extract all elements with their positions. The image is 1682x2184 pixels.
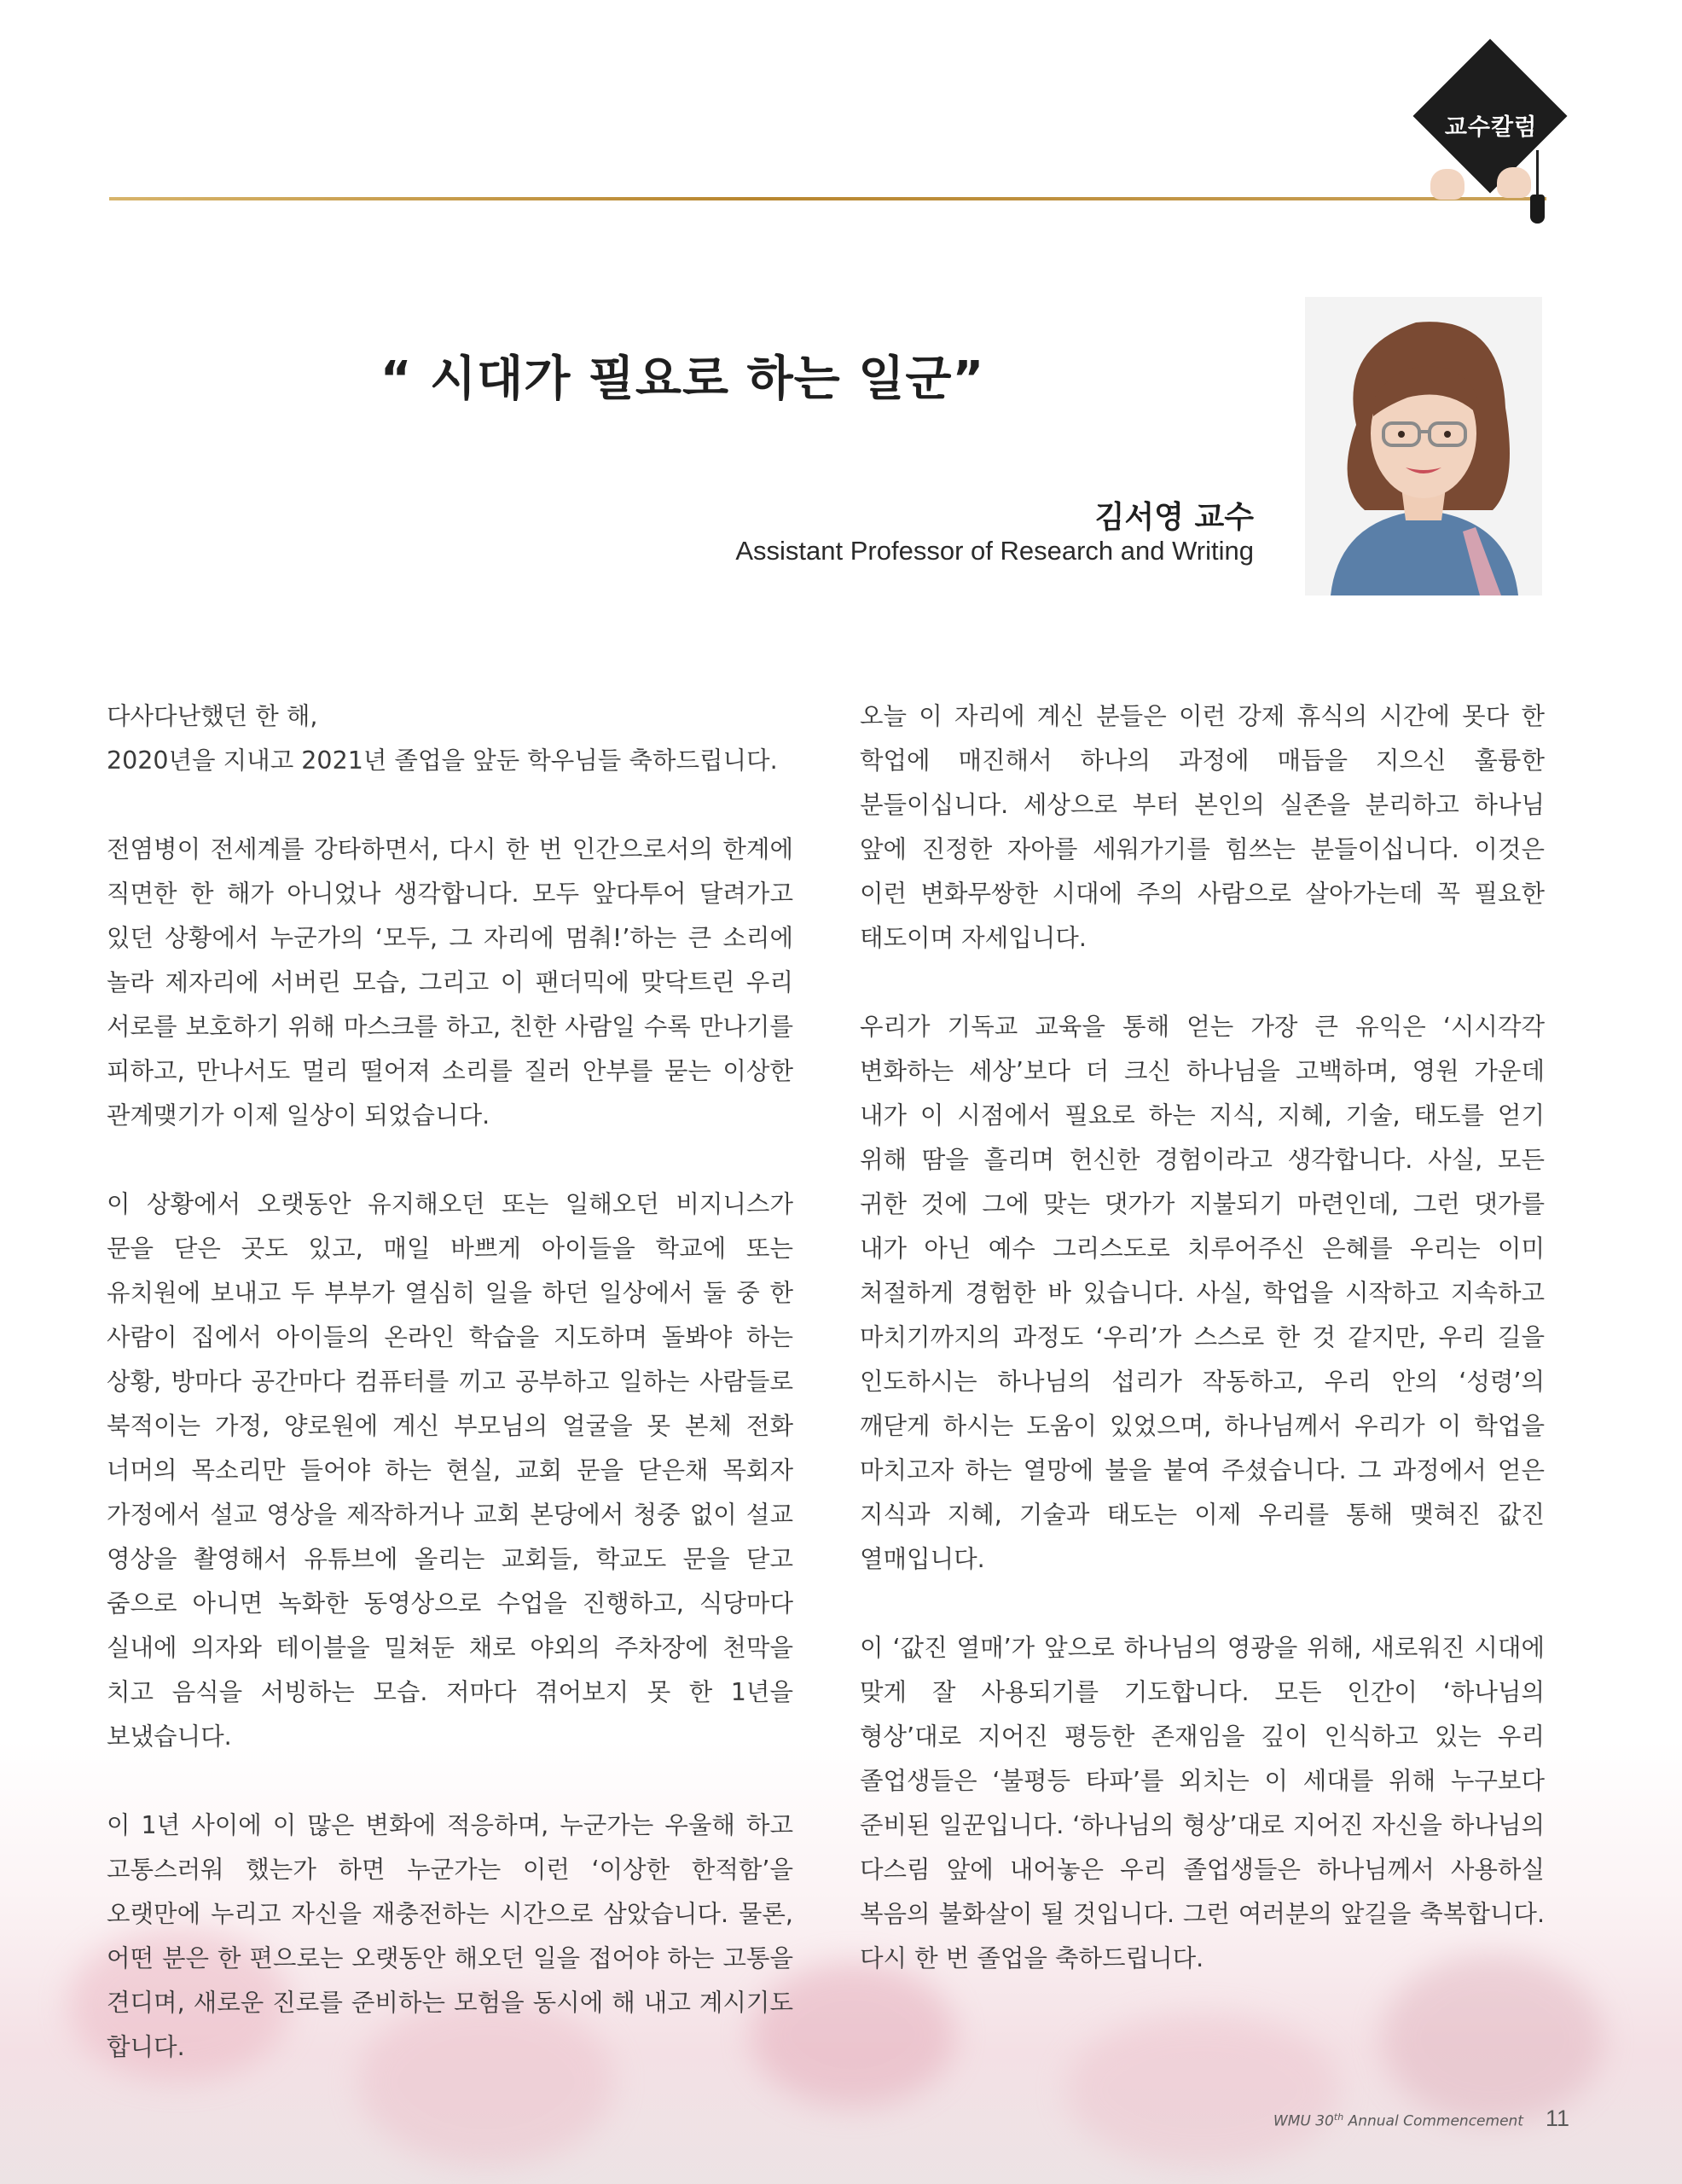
paragraph: 오늘 이 자리에 계신 분들은 이런 강제 휴식의 시간에 못다 한 학업에 매진해서 하나의 과정에 매듭을 지으신 훌륭한 분들이십니다. 세상으로 부터 본인의 실존을 분리하고 하나님 앞에 진정한 자아를 세워가기를 힘쓰는 분들이십니다. 이것은 이런 변화무쌍한 시대에 주의 사람으로 살아가는데 꼭 필요한 태도이며 자세입니다. [860, 702, 1545, 952]
author-name: 김서영 교수 [1094, 500, 1254, 535]
page-number: 11 [1545, 2106, 1569, 2131]
left-hand-icon [1430, 169, 1464, 200]
paragraph: 이 1년 사이에 이 많은 변화에 적응하며, 누군가는 우울해 하고 고통스러워 했는가 하면 누군가는 이런 ‘이상한 한적함’을 오랫만에 누리고 자신을 재충전하는 시간으로 삼았습니다. 물론, 어떤 분은 한 편으로는 오랫동안 해오던 일을 접어야 하는 고통을 견디며, 새로운 진로를 준비하는 모험을 동시에 해 내고 계시기도 합니다. [107, 1811, 793, 2061]
footer-suffix: Annual Commencement [1343, 2113, 1523, 2130]
tassel-icon [1530, 195, 1545, 224]
paragraph: 이 ‘값진 열매’가 앞으로 하나님의 영광을 위해, 새로워진 시대에 맞게 잘 사용되기를 기도합니다. 모든 인간이 ‘하나님의 형상’대로 지어진 평등한 존재임을 깊이 인식하고 있는 우리 졸업생들은 ‘불평등 타파’를 외치는 이 세대를 위해 누구보다 준비된 일꾼입니다. ‘하나님의 형상’대로 지어진 자신을 하나님의 다스림 앞에 내어놓은 우리 졸업생들은 하나님께서 사용하실 복음의 불화살이 될 것입니다. 그런 여러분의 앞길을 축복합니다. 다시 한 번 졸업을 축하드립니다. [860, 1634, 1545, 1972]
paragraph-greeting: 다사다난했던 한 해, 2020년을 지내고 2021년 졸업을 앞둔 학우님들 축하드립니다. [107, 702, 778, 775]
column-badge [1412, 49, 1570, 203]
footer-publication [1273, 2111, 1523, 2130]
paragraph: 이 상황에서 오랫동안 유지해오던 또는 일해오던 비지니스가 문을 닫은 곳도 있고, 매일 바쁘게 아이들을 학교에 또는 유치원에 보내고 두 부부가 열심히 일을 하던 일상에서 둘 중 한 사람이 집에서 아이들의 온라인 학습을 지도하며 돌봐야 하는 상황, 방마다 공간마다 컴퓨터를 끼고 공부하고 일하는 사람들로 북적이는 가정, 양로원에 계신 부모님의 얼굴을 못 본체 전화 너머의 목소리만 들어야 하는 현실, 교회 문을 닫은채 목회자 가정에서 설교 영상을 제작하거나 교회 본당에서 청중 없이 설교 영상을 촬영해서 유튜브에 올리는 교회들, 학교도 문을 닫고 줌으로 아니면 녹화한 동영상으로 수업을 진행하고, 식당마다 실내에 의자와 테이블을 밀쳐둔 채로 야외의 주차장에 천막을 치고 음식을 서빙하는 모습. 저마다 겪어보지 못 한 1년을 보냈습니다. [107, 1190, 793, 1751]
portrait-illustration [1305, 297, 1542, 595]
footer-sup: th [1333, 2111, 1344, 2123]
footer-prefix: WMU 30 [1273, 2113, 1334, 2130]
paragraph: 전염병이 전세계를 강타하면서, 다시 한 번 인간으로서의 한계에 직면한 한 해가 아니었나 생각합니다. 모두 앞다투어 달려가고 있던 상황에서 누군가의 ‘모두, 그 자리에 멈춰!’하는 큰 소리에 놀라 제자리에 서버린 모습, 그리고 이 팬더믹에 맞닥트린 우리 서로를 보호하기 위해 마스크를 하고, 친한 사람일 수록 만나기를 피하고, 만나서도 멀리 떨어져 소리를 질러 안부를 묻는 이상한 관계맺기가 이제 일상이 되었습니다. [107, 835, 793, 1130]
article-title: “ 시대가 필요로 하는 일군” [380, 351, 985, 407]
author-role: Assistant Professor of Research and Writing [735, 536, 1254, 566]
page-footer [1237, 2106, 1569, 2132]
paragraph: 우리가 기독교 교육을 통해 얻는 가장 큰 유익은 ‘시시각각 변화하는 세상’보다 더 크신 하나님을 고백하며, 영원 가운데 내가 이 시점에서 필요로 하는 지식, 지혜, 기술, 태도를 얻기 위해 땀을 흘리며 헌신한 경험이라고 생각합니다. 사실, 모든 귀한 것에 그에 맞는 댓가가 지불되기 마련인데, 그런 댓가를 내가 아닌 예수 그리스도로 치루어주신 은혜를 우리는 이미 처절하게 경험한 바 있습니다. 사실, 학업을 시작하고 지속하고 마치기까지의 과정도 ‘우리’가 스스로 한 것 같지만, 우리 길을 인도하시는 하나님의 섭리가 작동하고, 우리 안의 ‘성령’의 깨닫게 하시는 도움이 있었으며, 하나님께서 우리가 이 학업을 마치고자 하는 열망에 불을 붙여 주셨습니다. 그 과정에서 얻은 지식과 지혜, 기술과 태도는 이제 우리를 통해 맺혀진 값진 열매입니다. [860, 1013, 1545, 1573]
left-column [107, 694, 793, 2114]
badge-label: 교수칼럼 [1444, 114, 1538, 141]
header-divider [109, 197, 1546, 200]
right-hand-icon [1497, 167, 1531, 198]
author-portrait [1305, 297, 1542, 595]
right-column [860, 694, 1545, 2025]
